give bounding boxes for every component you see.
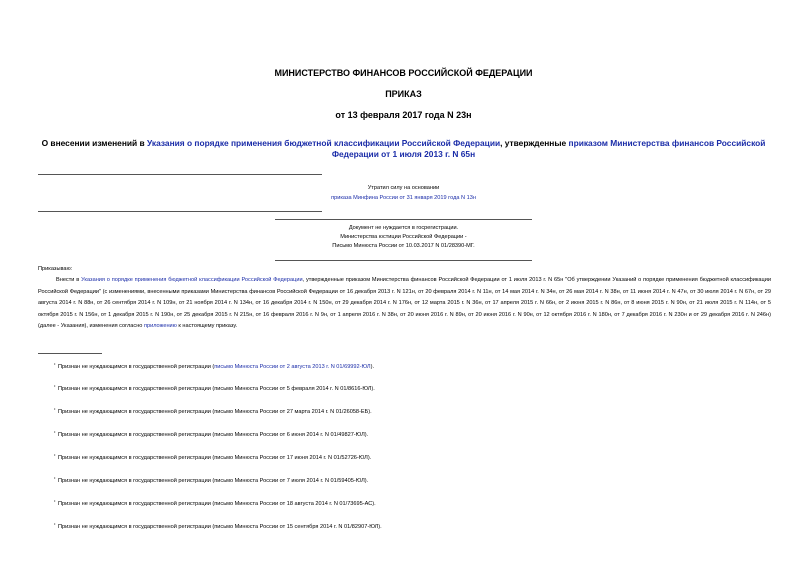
paragraph-link-instructions[interactable]: Указания о порядке применения бюджетной классификации Российской Федерации bbox=[81, 277, 303, 283]
registration-note-line1: Документ не нуждается в госрегистрации. bbox=[348, 225, 459, 231]
footnote bbox=[54, 451, 371, 462]
footnote-marker: • bbox=[54, 383, 56, 388]
footnote-text: Признан не нуждающимся в государственной регистрации (письмо Минюста России от 6 июня 2014 г. N 01/49827-ЮЛ). bbox=[58, 431, 369, 438]
body-intro: Приказываю: bbox=[38, 266, 73, 272]
body-paragraph bbox=[38, 275, 771, 333]
registration-note-line3: Письмо Минюста России от 10.03.2017 N 01/28390-МГ. bbox=[332, 243, 475, 249]
date-number-heading: от 13 февраля 2017 года N 23н bbox=[335, 110, 472, 120]
footnote-marker: • bbox=[54, 475, 56, 480]
divider bbox=[38, 211, 322, 212]
footnote bbox=[54, 474, 368, 485]
footnote-text: Признан не нуждающимся в государственной регистрации (письмо Минюста России от 17 июня 2014 г. N 01/52726-ЮЛ). bbox=[58, 454, 372, 461]
footnote-text: Признан не нуждающимся в государственной регистрации (письмо Минюста России от 7 июля 2014 г. N 01/59405-ЮЛ). bbox=[58, 477, 369, 484]
paragraph-start: Внести в bbox=[56, 277, 82, 283]
footnote bbox=[54, 520, 382, 531]
status-note-line1: Утратил силу на основании bbox=[367, 185, 440, 191]
footnote bbox=[54, 382, 375, 393]
footnote bbox=[54, 360, 374, 371]
footnote-marker: • bbox=[54, 452, 56, 457]
paragraph-end: к настоящему приказу. bbox=[176, 323, 238, 330]
footnote bbox=[54, 497, 376, 508]
title-link-instructions[interactable]: Указания о порядке применения бюджетной классификации Российской Федерации bbox=[147, 138, 501, 148]
doc-type-heading: ПРИКАЗ bbox=[385, 89, 422, 99]
footnote-text: Признан не нуждающимся в государственной регистрации (письмо Минюста России от 15 сентября 2014 г. N 01/82907-ЮЛ). bbox=[58, 523, 382, 530]
divider bbox=[275, 219, 532, 220]
footnote bbox=[54, 428, 368, 439]
paragraph-link-appendix[interactable]: приложению bbox=[143, 323, 177, 330]
footnote bbox=[54, 405, 372, 416]
status-note-link[interactable]: приказа Минфина России от 31 января 2019 года N 13н bbox=[331, 195, 476, 201]
footnote-text-end: ). bbox=[370, 363, 374, 370]
footnote-marker: • bbox=[54, 361, 56, 366]
ministry-heading: МИНИСТЕРСТВО ФИНАНСОВ РОССИЙСКОЙ ФЕДЕРАЦИИ bbox=[274, 68, 533, 78]
footnote-marker: • bbox=[54, 406, 56, 411]
footnote-text: Признан не нуждающимся в государственной регистрации (письмо Минюста России от 18 августа 2014 г. N 01/73695-АС). bbox=[58, 500, 376, 507]
registration-note-line2: Министерства юстиции Российской Федерации - bbox=[340, 234, 467, 240]
paragraph-middle: , утвержденные приказом Министерства финансов Российской Федерации от 1 июля 2013 г. N 65н "Об утверждении Указаний о порядке применения бюджетной классификации Российской Федерации" (с изменениями, внесенными приказами Министерства финансов Российской Федерации от 16 декабря 2013 г. N 121н, от 20 февраля 2014 г. N 11н, от 14 мая 2014 г. N 34н, от 26 мая 2014 г. N 38н, от 11 июня 2014 г. N 47н, от 30 июля 2014 г. N 67н, от 29 августа 2014 г. N 88н, от 26 сентября 2014 г. N 109н, от 21 ноября 2014 г. N 134н, от 16 декабря 2014 г. N 150н, от 29 декабря 2014 г. N 176н, от 12 марта 2015 г. N 36н, от 17 апреля 2015 г. N 66н, от 2 июня 2015 г. N 86н, от 8 июня 2015 г. N 90н, от 21 июля 2015 г. N 114н, от 5 октября 2015 г. N 156н, от 1 декабря 2015 г. N 190н, от 25 декабря 2015 г. N 215н, от 16 февраля 2016 г. N 9н, от 1 апреля 2016 г. N 38н, от 20 июня 2016 г. N 89н, от 20 июня 2016 г. N 90н, от 12 октября 2016 г. N 180н, от 7 декабря 2016 г. N 230н и от 29 декабря 2016 г. N 246н) (далее - Указания), изменения согласно bbox=[38, 277, 771, 330]
title-prefix: О внесении изменений в bbox=[41, 138, 148, 148]
footnote-text: Признан не нуждающимся в государственной регистрации (письмо Минюста России от 5 февраля 2014 г. N 01/8616-ЮЛ). bbox=[58, 385, 375, 392]
title-link-order[interactable]: приказом Министерства финансов Российской Федерации от 1 июля 2013 г. N 65н bbox=[331, 138, 766, 159]
divider bbox=[275, 260, 532, 261]
footnote-divider bbox=[38, 353, 102, 354]
footnote-marker: • bbox=[54, 429, 56, 434]
divider bbox=[38, 174, 322, 175]
footnote-text: Признан не нуждающимся в государственной регистрации ( bbox=[58, 363, 215, 370]
title-middle: , утвержденные bbox=[500, 138, 569, 148]
footnote-marker: • bbox=[54, 521, 56, 526]
footnote-text: Признан не нуждающимся в государственной регистрации (письмо Минюста России от 27 марта 2014 г. N 01/26058-ЕБ). bbox=[58, 408, 372, 415]
footnote-link[interactable]: письмо Минюста России от 2 августа 2013 г. N 01/69992-ЮЛ bbox=[214, 363, 371, 370]
document-title bbox=[38, 138, 769, 160]
footnote-marker: • bbox=[54, 498, 56, 503]
